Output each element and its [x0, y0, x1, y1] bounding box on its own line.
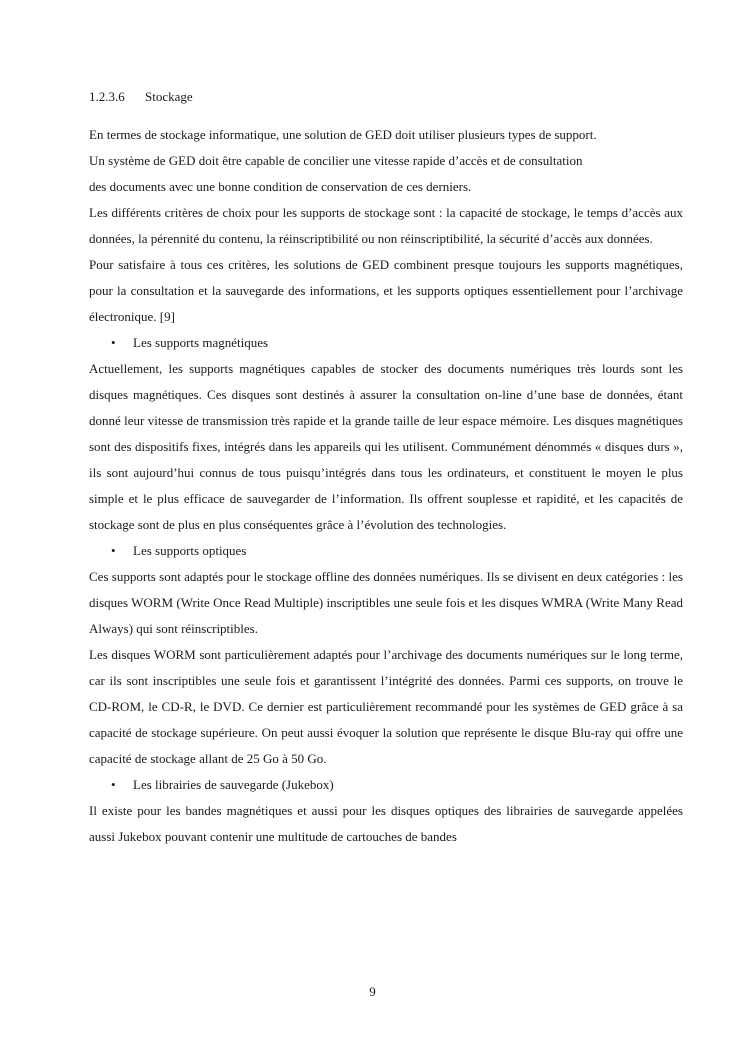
bullet-label: Les librairies de sauvegarde (Jukebox)	[133, 777, 334, 792]
paragraph-satisfaire: Pour satisfaire à tous ces critères, les solutions de GED combinent presque toujours les supports magnétiques, pour la consultation et la sauvegarde des informations, et les supports optiques essentiellement pour l’archivage électronique. [9]	[89, 257, 683, 324]
paragraph-intro-line-3: des documents avec une bonne condition de conservation de ces derniers.	[89, 179, 472, 194]
bullet-label: Les supports optiques	[133, 543, 247, 558]
paragraph-optiques-categories: Ces supports sont adaptés pour le stockage offline des données numériques. Ils se divisent en deux catégories : les disques WORM (Write Once Read Multiple) inscriptibles une seule fois et les disques WMRA (Write Many Read Always) qui sont réinscriptibles.	[89, 569, 683, 636]
document-page	[89, 86, 683, 850]
paragraph-disques-worm: Les disques WORM sont particulièrement adaptés pour l’archivage des documents numériques sur le long terme, car ils sont inscriptibles une seule fois et garantissent l’intégrité des données. Parmi ces supports, on trouve le CD-ROM, le CD-R, le DVD. Ce dernier est particulièrement recommandé pour les systèmes de GED grâce à sa capacité de stockage supérieure. On peut aussi évoquer la solution que représente le disque Blu-ray qui offre une capacité de stockage allant de 25 Go à 50 Go.	[89, 647, 683, 766]
section-title: Stockage	[145, 89, 193, 104]
bullet-icon: •	[111, 335, 116, 350]
paragraph-magnetiques: Actuellement, les supports magnétiques capables de stocker des documents numériques très lourds sont les disques magnétiques. Ces disques sont destinés à assurer la consultation on-line d’une base de données, étant donné leur vitesse de transmission très rapide et la grande taille de leur espace mémoire. Les disques magnétiques sont des dispositifs fixes, intégrés dans les appareils qui les utilisent. Communément dénommés « disques durs », ils sont aujourd’hui connus de tous puisqu’intégrés dans tous les ordinateurs, et constituent le moyen le plus simple et le plus efficace de sauvegarder de l’information. Ils offrent souplesse et rapidité, et les capacités de stockage sont de plus en plus conséquentes grâce à l’évolution des technologies.	[89, 361, 683, 532]
section-heading	[89, 86, 683, 108]
bullet-supports-magnetiques	[89, 330, 683, 356]
bullet-icon: •	[111, 543, 116, 558]
bullet-librairies-jukebox	[89, 772, 683, 798]
paragraph-intro-line-2: Un système de GED doit être capable de concilier une vitesse rapide d’accès et de consultation	[89, 153, 583, 168]
paragraph-jukebox: Il existe pour les bandes magnétiques et aussi pour les disques optiques des librairies de sauvegarde appelées aussi Jukebox pouvant contenir une multitude de cartouches de bandes	[89, 803, 683, 844]
section-number: 1.2.3.6	[89, 89, 125, 104]
paragraph-intro-line-1: En termes de stockage informatique, une solution de GED doit utiliser plusieurs types de support.	[89, 127, 597, 142]
paragraph-criteres: Les différents critères de choix pour les supports de stockage sont : la capacité de stockage, le temps d’accès aux données, la pérennité du contenu, la réinscriptibilité ou non réinscriptibilité, la sécurité d’accès aux données.	[89, 205, 683, 246]
bullet-icon: •	[111, 777, 116, 792]
page-number: 9	[369, 984, 376, 999]
bullet-label: Les supports magnétiques	[133, 335, 269, 350]
bullet-supports-optiques	[89, 538, 683, 564]
